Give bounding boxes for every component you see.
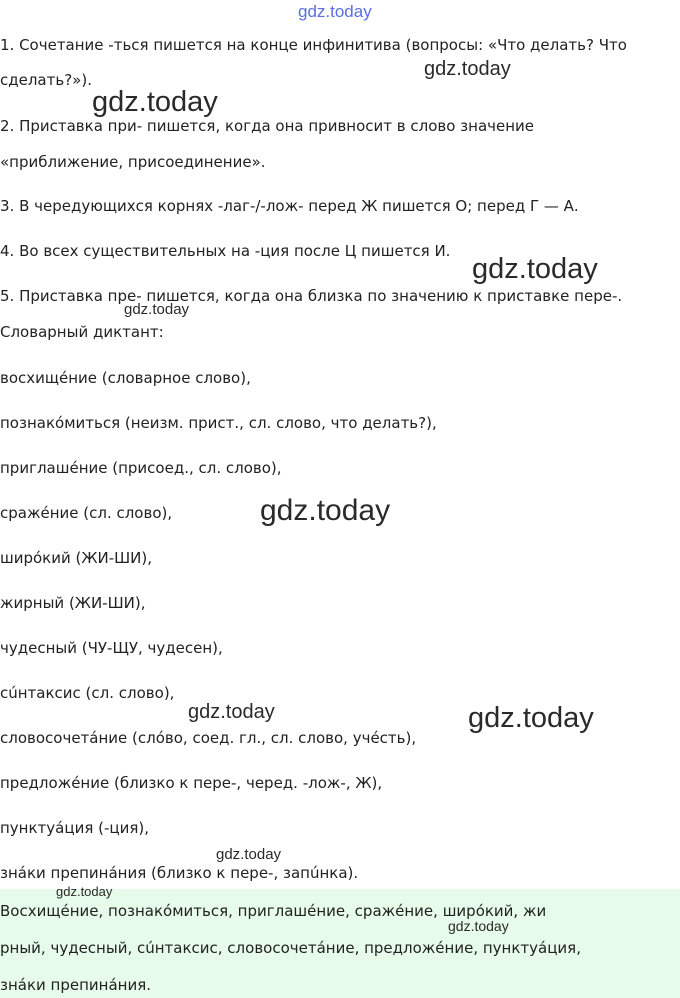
watermark: gdz.today bbox=[188, 701, 275, 723]
watermark: gdz.today bbox=[124, 301, 190, 318]
watermark: gdz.today bbox=[56, 884, 113, 899]
word-5: ширóкий (ЖИ-ШИ), bbox=[0, 549, 153, 567]
watermark: gdz.today bbox=[472, 253, 598, 285]
summary-line-3: знáки препинáния. bbox=[0, 976, 152, 994]
watermark: gdz.today bbox=[448, 918, 509, 934]
watermark: gdz.today bbox=[216, 846, 282, 863]
watermark: gdz.today bbox=[92, 86, 218, 118]
summary-box bbox=[0, 889, 680, 998]
summary-line-2: рный, чудесный, сúнтаксис, словосочетáние, предложéние, пунктуáция, bbox=[0, 939, 581, 957]
rule-3: 3. В чередующихся корнях -лаг-/-лож- перед Ж пишется О; перед Г — А. bbox=[0, 197, 579, 215]
rule-5: 5. Приставка пре- пишется, когда она близка по значению к приставке пере-. bbox=[0, 287, 623, 305]
word-7: чудесный (ЧУ-ЩУ, чудесен), bbox=[0, 639, 223, 657]
rule-2: 2. Приставка при- пишется, когда она привносит в слово значение bbox=[0, 117, 535, 135]
dictation-title: Словарный диктант: bbox=[0, 323, 164, 341]
rule-4: 4. Во всех существительных на -ция после Ц пишется И. bbox=[0, 242, 451, 260]
watermark: gdz.today bbox=[260, 494, 391, 527]
word-1: восхищéние (словарное слово), bbox=[0, 369, 251, 387]
word-11: пунктуáция (-ция), bbox=[0, 819, 149, 837]
word-9: словосочетáние (слóво, соед. гл., сл. слово, учéсть), bbox=[0, 729, 417, 747]
word-3: приглашéние (присоед., сл. слово), bbox=[0, 459, 282, 477]
rule-1-cont: сделать?»). bbox=[0, 71, 92, 89]
word-10: предложéние (близко к пере-, черед. -лож-, Ж), bbox=[0, 774, 383, 792]
rule-1: 1. Сочетание -ться пишется на конце инфинитива (вопросы: «Что делать? Что bbox=[0, 36, 627, 54]
word-2: познакóмиться (неизм. прист., сл. слово, что делать?), bbox=[0, 414, 437, 432]
word-8: сúнтаксис (сл. слово), bbox=[0, 684, 175, 702]
summary-line-1: Восхищéние, познакóмиться, приглашéние, сражéние, ширóкий, жи bbox=[0, 902, 547, 920]
word-6: жирный (ЖИ-ШИ), bbox=[0, 594, 146, 612]
rule-2-cont: «приближение, присоединение». bbox=[0, 153, 266, 171]
watermark-header: gdz.today bbox=[298, 2, 372, 21]
word-12: знáки препинáния (близко к пере-, запúнка). bbox=[0, 864, 359, 882]
watermark: gdz.today bbox=[424, 58, 511, 80]
watermark: gdz.today bbox=[468, 702, 594, 734]
word-4: сражéние (сл. слово), bbox=[0, 504, 173, 522]
